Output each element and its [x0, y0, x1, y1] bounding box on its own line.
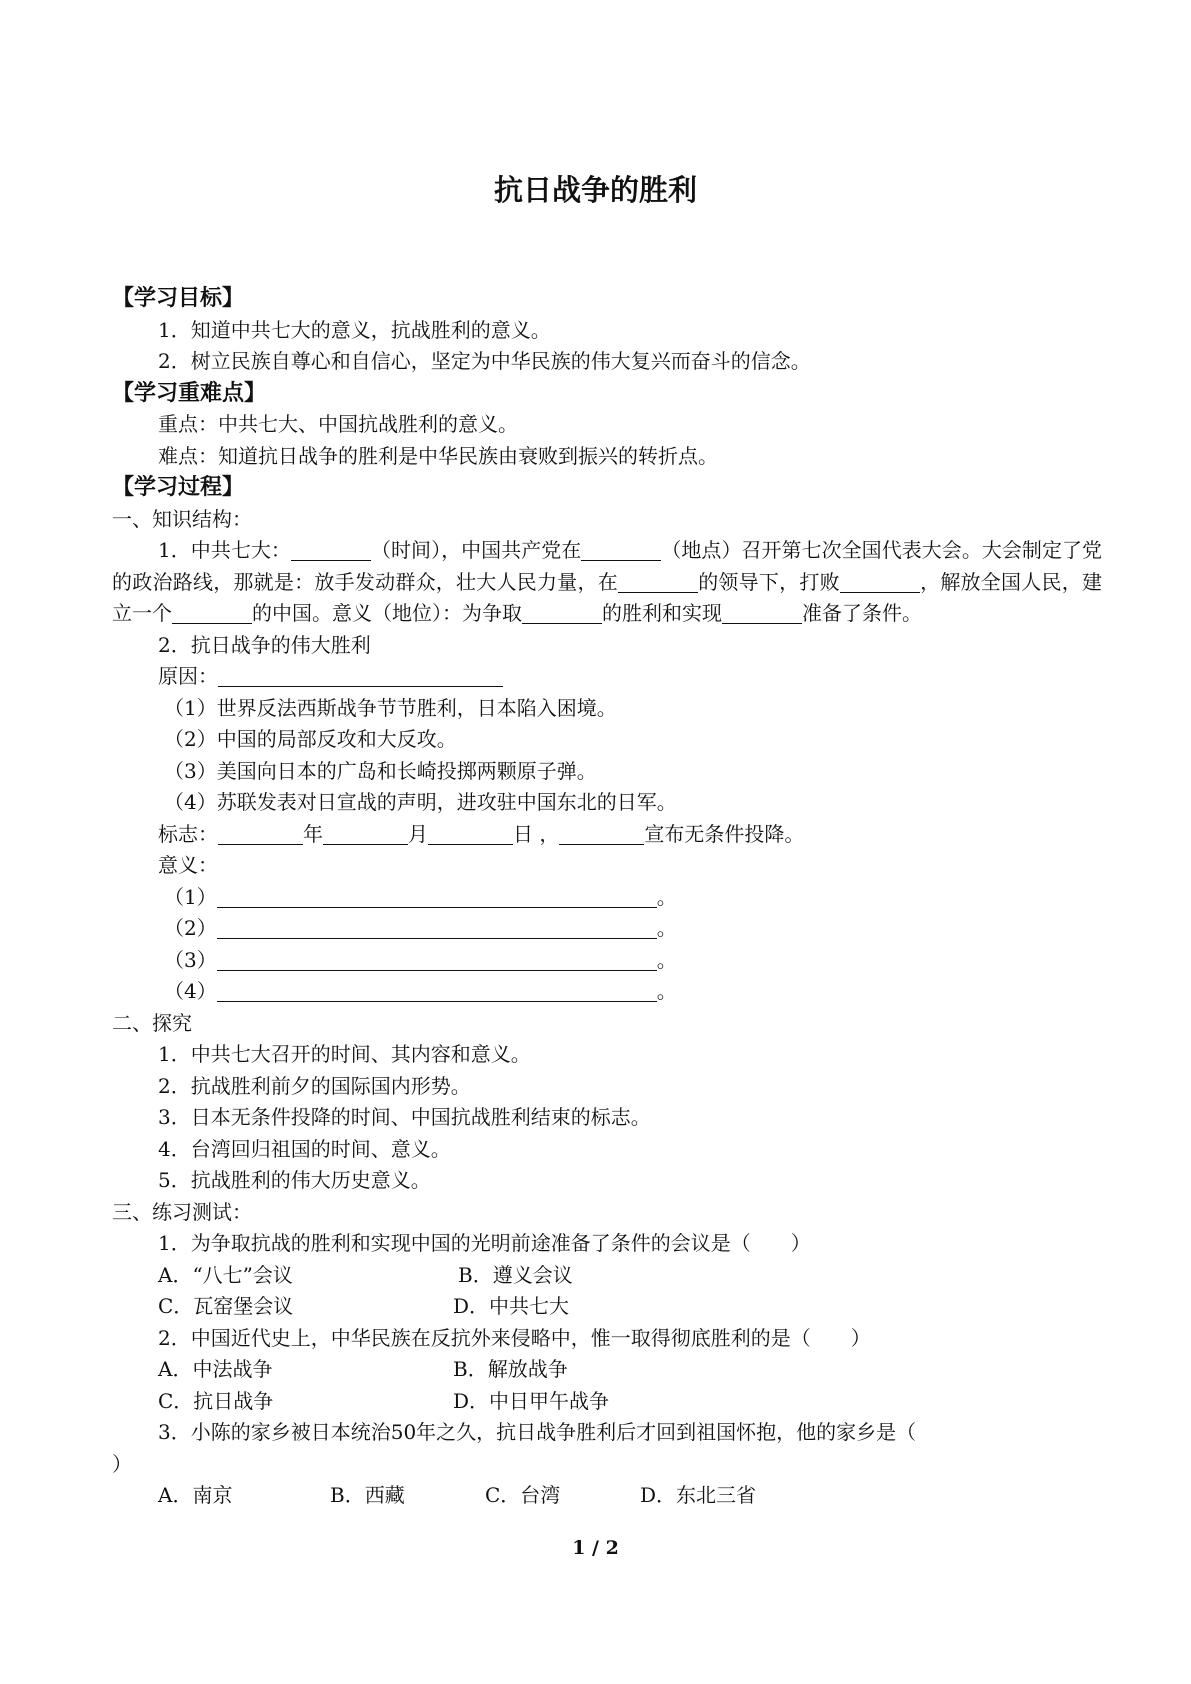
sign-label: 标志：: [158, 821, 218, 846]
end-mark: 。: [656, 916, 677, 940]
sign-day: 日 ，: [513, 821, 560, 846]
exercise-3-question-end: ）: [112, 1451, 132, 1476]
reason-item: （3）美国向日本的广岛和长崎投掷两颗原子弹。: [164, 758, 597, 783]
blank-year[interactable]: [218, 822, 303, 845]
end-mark: 。: [656, 947, 677, 972]
blank-meaning[interactable]: [217, 916, 657, 939]
blank-meaning[interactable]: [217, 948, 657, 971]
exercise-option[interactable]: D．东北三省: [640, 1483, 757, 1507]
blank-meaning[interactable]: [217, 885, 657, 908]
meaning-label: 意义：: [158, 853, 218, 877]
difficult-point: 难点：知道抗日战争的胜利是中华民族由衰败到振兴的转折点。: [158, 443, 718, 468]
reason-line: [112, 661, 1102, 693]
key-point: 重点：中共七大、中国抗战胜利的意义。: [158, 412, 518, 436]
blank-meaning[interactable]: [217, 979, 657, 1002]
part3-title: 三、练习测试：: [112, 1199, 252, 1224]
meaning-line: [112, 882, 1102, 914]
page-title: 抗日战争的胜利: [493, 173, 697, 207]
reason-label: 原因：: [158, 664, 218, 688]
q1-text-a: 1．中共七大：: [158, 538, 291, 562]
question-1-paragraph: [112, 535, 1102, 630]
meaning-line: [112, 945, 1102, 977]
q1-text-b: （时间），中国共产党在: [370, 538, 582, 562]
exercise-1-question: 1．为争取抗战的胜利和实现中国的光明前途准备了条件的会议是（ ）: [158, 1231, 811, 1255]
blank-day[interactable]: [428, 822, 513, 845]
blank-future[interactable]: [722, 601, 802, 624]
blank-month[interactable]: [323, 822, 408, 845]
meaning-num: （1）: [164, 884, 217, 909]
objective-item: 2．树立民族自尊心和自信心，坚定为中华民族的伟大复兴而奋斗的信念。: [158, 349, 811, 373]
sign-year: 年: [303, 821, 323, 846]
exercise-1-options-row: [112, 1291, 1102, 1323]
inquiry-item: 5．抗战胜利的伟大历史意义。: [158, 1168, 431, 1192]
sign-tail: 宣布无条件投降。: [644, 821, 805, 846]
exercise-2-question: 2．中国近代史上，中华民族在反抗外来侵略中，惟一取得彻底胜利的是（ ）: [158, 1325, 871, 1350]
q1-text-f: 的中国。意义（地位）：为争取: [252, 601, 522, 625]
exercise-option[interactable]: B．遵义会议: [458, 1262, 573, 1287]
exercise-option[interactable]: C．瓦窑堡会议: [158, 1294, 294, 1318]
blank-enemy[interactable]: [840, 570, 920, 593]
question-2-title: 2．抗日战争的伟大胜利: [158, 632, 371, 657]
reason-item: （1）世界反法西斯战争节节胜利，日本陷入困境。: [164, 695, 617, 720]
objectives-heading: 【学习目标】: [112, 286, 245, 311]
q1-text-c: （地点）召开第七次全国代表大会。大会制定了党的政治路线，那就是：放手发动群众，壮大人民力量，在: [112, 538, 1103, 594]
q1-text-d: 的领导下，打败: [697, 569, 840, 594]
reason-item: （4）苏联发表对日宣战的声明，进攻驻中国东北的日军。: [164, 790, 677, 814]
meaning-line: [112, 913, 1102, 945]
sign-month: 月: [408, 821, 428, 846]
reason-item: （2）中国的局部反攻和大反攻。: [164, 727, 457, 751]
q1-text-h: 准备了条件。: [802, 601, 922, 625]
exercise-2-options-row: [112, 1354, 1102, 1386]
exercise-option[interactable]: A．“八七”会议: [158, 1262, 293, 1287]
exercise-2-options-row: [112, 1386, 1102, 1418]
end-mark: 。: [656, 884, 677, 909]
blank-country[interactable]: [559, 822, 644, 845]
meaning-num: （2）: [164, 916, 217, 940]
exercise-option[interactable]: C．抗日战争: [158, 1388, 274, 1413]
meaning-num: （3）: [164, 947, 217, 972]
inquiry-item: 3．日本无条件投降的时间、中国抗战胜利结束的标志。: [158, 1105, 651, 1129]
part2-title: 二、探究: [112, 1010, 192, 1035]
exercise-option[interactable]: A．中法战争: [158, 1357, 273, 1381]
meaning-num: （4）: [164, 979, 217, 1003]
exercise-option[interactable]: C．台湾: [485, 1483, 561, 1507]
inquiry-item: 1．中共七大召开的时间、其内容和意义。: [158, 1042, 531, 1066]
process-heading: 【学习过程】: [112, 475, 245, 500]
page-number: 1 / 2: [572, 1537, 619, 1559]
blank-new-china[interactable]: [172, 601, 252, 624]
blank-reason[interactable]: [218, 664, 503, 687]
end-mark: 。: [656, 979, 677, 1003]
part1-title: 一、知识结构：: [112, 506, 252, 531]
inquiry-item: 4．台湾回归祖国的时间、意义。: [158, 1136, 451, 1161]
keypoints-heading: 【学习重难点】: [112, 380, 267, 406]
blank-leader[interactable]: [618, 570, 698, 593]
inquiry-item: 2．抗战胜利前夕的国际国内形势。: [158, 1073, 471, 1098]
blank-victory[interactable]: [522, 601, 602, 624]
exercise-option[interactable]: A．南京: [158, 1483, 233, 1507]
exercise-1-options-row: [112, 1260, 1102, 1292]
q1-text-g: 的胜利和实现: [602, 601, 722, 625]
objective-item: 1．知道中共七大的意义，抗战胜利的意义。: [158, 317, 551, 342]
blank-time[interactable]: [291, 538, 371, 561]
meaning-line: [112, 976, 1102, 1008]
exercise-option[interactable]: B．西藏: [330, 1483, 405, 1507]
worksheet-content: [112, 283, 1102, 1512]
sign-line: [112, 819, 1102, 851]
exercise-3-options-row: [112, 1480, 1102, 1512]
blank-place[interactable]: [581, 538, 661, 561]
exercise-3-question: 3．小陈的家乡被日本统治50年之久，抗日战争胜利后才回到祖国怀抱，他的家乡是（: [158, 1420, 917, 1444]
exercise-option[interactable]: D．中日甲午战争: [453, 1388, 610, 1413]
q1-text-e: ，解放全国人民，建立一个: [112, 569, 1103, 625]
exercise-option[interactable]: D．中共七大: [453, 1294, 570, 1318]
exercise-option[interactable]: B．解放战争: [453, 1357, 568, 1381]
